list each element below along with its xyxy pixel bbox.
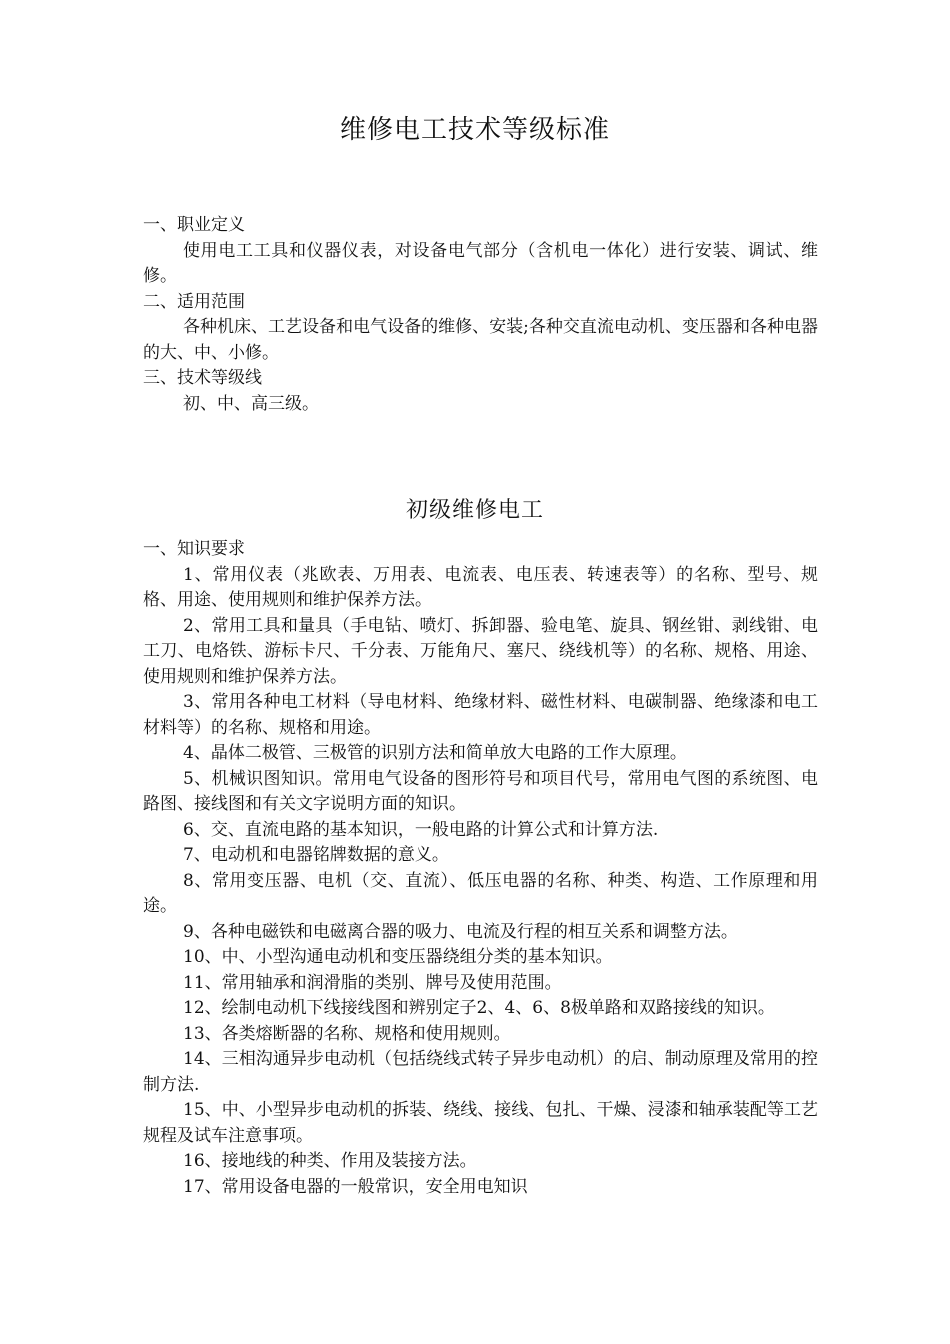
paragraph-grade-levels: 初、中、高三级。 [183,393,319,414]
list-item: 7、电动机和电器铭牌数据的意义。 [183,845,449,865]
list-item: 12、绘制电动机下线接线图和辨别定子2、4、6、8极单路和双路接线的知识。 [183,998,775,1018]
list-item: 8、常用变压器、电机（交、直流）、低压电器的名称、种类、构造、工作原理和用途。 [143,870,818,916]
list-item: 15、中、小型异步电动机的拆装、绕线、接线、包扎、干燥、浸漆和轴承装配等工艺规程及试车注意事项。 [143,1100,818,1146]
list-item: 5、机械识图知识。常用电气设备的图形符号和项目代号，常用电气图的系统图、电路图、接线图和有关文字说明方面的知识。 [143,768,818,814]
list-item: 13、各类熔断器的名称、规格和使用规则。 [183,1023,511,1044]
list-item: 3、常用各种电工材料（导电材料、绝缘材料、磁性材料、电碳制器、绝缘漆和电工材料等）的名称、规格和用途。 [143,692,818,738]
list-item: 4、晶体二极管、三极管的识别方法和简单放大电路的工作大原理。 [183,743,687,763]
paragraph-scope: 各种机床、工艺设备和电气设备的维修、安装;各种交直流电动机、变压器和各种电器的大、中、小修。 [143,317,818,363]
list-item: 17、常用设备电器的一般常识，安全用电知识 [183,1176,528,1197]
list-item: 6、交、直流电路的基本知识，一般电路的计算公式和计算方法. [183,819,659,840]
heading-scope: 二、适用范围 [143,291,245,312]
list-item: 9、各种电磁铁和电磁离合器的吸力、电流及行程的相互关系和调整方法。 [183,921,738,942]
list-item: 2、常用工具和量具（手电钻、喷灯、拆卸器、验电笔、旋具、钢丝钳、剥线钳、电工刀、电烙铁、游标卡尺、千分表、万能角尺、塞尺、绕线机等）的名称、规格、用途、使用规则和维护保养方法。 [143,615,818,687]
paragraph-occupation-definition: 使用电工工具和仪器仪表，对设备电气部分（含机电一体化）进行安装、调试、维修。 [143,240,818,286]
knowledge-section [143,537,818,1200]
heading-knowledge-requirements: 一、知识要求 [143,539,245,559]
heading-occupation-definition: 一、职业定义 [143,215,245,235]
general-section [143,213,818,417]
document-title: 维修电工技术等级标准 [339,115,610,145]
list-item: 10、中、小型沟通电动机和变压器绕组分类的基本知识。 [183,947,613,967]
list-item: 14、三相沟通异步电动机（包括绕线式转子异步电动机）的启、制动原理及常用的控制方法. [143,1049,818,1095]
list-item: 16、接地线的种类、作用及装接方法。 [183,1151,477,1171]
section-title: 初级维修电工 [405,498,544,523]
list-item: 11、常用轴承和润滑脂的类别、牌号及使用范围。 [183,972,562,993]
heading-grade-levels: 三、技术等级线 [143,368,262,388]
list-item: 1、常用仪表（兆欧表、万用表、电流表、电压表、转速表等）的名称、型号、规格、用途、使用规则和维护保养方法。 [143,564,818,610]
